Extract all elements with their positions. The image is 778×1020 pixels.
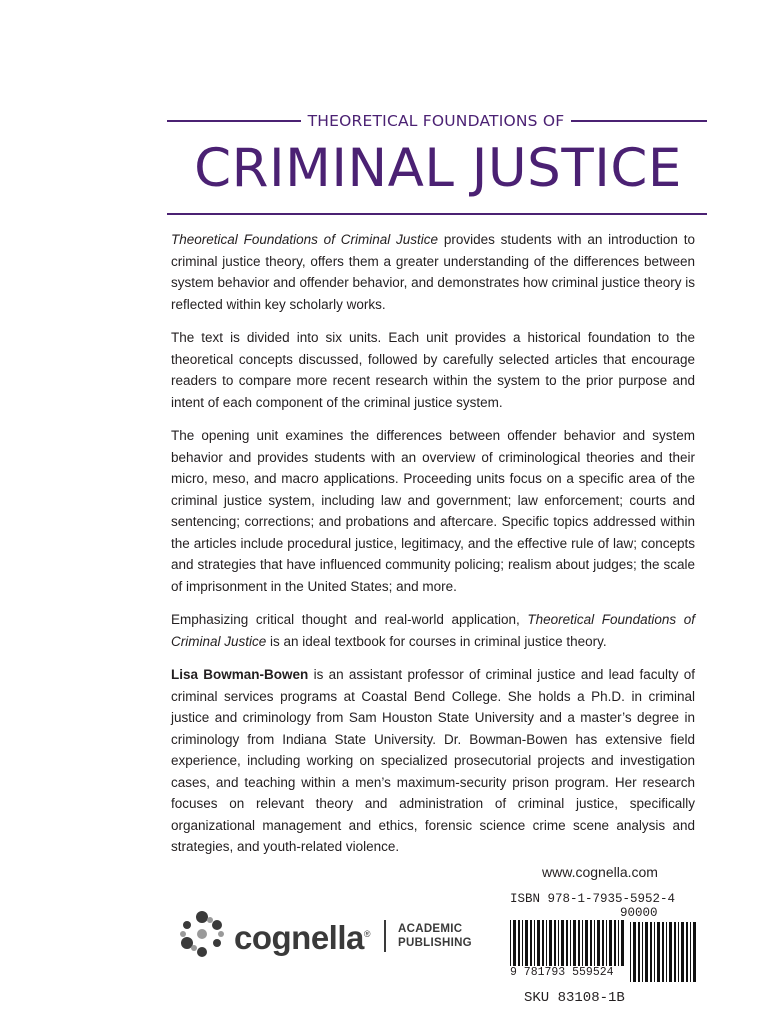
description-text: Emphasizing critical thought and real-world application, — [171, 612, 528, 627]
registered-mark: ® — [363, 929, 371, 939]
barcode-bar — [666, 922, 667, 982]
description-paragraph-1 — [171, 229, 695, 315]
barcode-digits: 9 781793 559524 — [510, 966, 624, 979]
description-text: provides students with an introduction to criminal justice theory, offers them a greater understanding of the differences between system behavior and offender behavior, and demonstrates how criminal justice theory is reflected within key scholarly works. — [171, 232, 695, 312]
book-title-italic: Theoretical Foundations of Criminal Justice — [171, 232, 439, 247]
barcode-bar — [669, 922, 672, 982]
publisher-logo-word — [234, 914, 370, 958]
description-text: is an ideal textbook for courses in criminal justice theory. — [266, 633, 607, 649]
barcode-bar — [662, 922, 664, 982]
barcode-bar — [650, 922, 652, 982]
author-name: Lisa Bowman-Bowen — [171, 667, 309, 682]
back-cover-text — [171, 229, 695, 870]
logo-divider — [384, 920, 386, 952]
price-code: 90000 — [620, 906, 658, 920]
barcode-bar — [690, 922, 691, 982]
barcode-bar — [686, 922, 688, 982]
barcode-bar — [657, 922, 660, 982]
imprint-line-1: ACADEMIC — [398, 923, 463, 935]
barcode-bar — [674, 922, 676, 982]
barcode-bar — [642, 922, 643, 982]
book-title-italic: Theoretical Foundations of Criminal Justice — [171, 612, 695, 649]
title-kicker: THEORETICAL FOUNDATIONS OF — [307, 112, 565, 130]
book-title: CRIMINAL JUSTICE — [194, 138, 682, 199]
description-paragraph-2: The text is divided into six units. Each unit provides a historical foundation to the theoretical concepts discussed, followed by carefully selected articles that encourage readers to compare more recent research within the system to the prior purpose and intent of each component of the criminal justice system. — [171, 330, 695, 410]
imprint-line-2: PUBLISHING — [398, 937, 472, 949]
barcode-block — [506, 892, 706, 1012]
header-rule-right — [571, 120, 707, 122]
barcode-bar — [638, 922, 640, 982]
author-bio: is an assistant professor of criminal justice and lead faculty of criminal services programs at Coastal Bend College. She holds a Ph.D. in criminal justice and criminology from Sam Houston State University and a master’s degree in criminology from Indiana State University. Dr. Bowman-Bowen has extensive field experience, including working on specialized prosecutorial projects and investigation cases, and teaching within a men’s maximum-security prison program. Her research focuses on relevant theory and administration of criminal justice, specifically organizational management and ethics, forensic science crime scene analysis and strategies, and youth-related violence. — [171, 667, 695, 854]
logo-wordmark: cognella — [234, 919, 364, 956]
barcode-bar — [693, 922, 696, 982]
publisher-website: www.cognella.com — [542, 864, 658, 880]
barcode-bar — [654, 922, 655, 982]
author-bio-paragraph — [171, 664, 695, 858]
sku-label: SKU 83108-1B — [524, 990, 625, 1006]
barcode-bar — [678, 922, 679, 982]
publisher-imprint — [398, 922, 472, 950]
description-paragraph-3: The opening unit examines the differences between offender behavior and system behavior and provides students with an overview of criminological theories and their micro, meso, and macro applications. Proceeding units focus on a specific area of the criminal justice system, including law and government; law enforcement; courts and sentencing; corrections; and probations and aftercare. Specific topics addressed within the articles include procedural justice, legitimacy, and the effective rule of law; concepts and strategies that have influenced community policing; realism about judges; the scale of imprisonment in the United States; and more. — [171, 428, 695, 594]
title-header — [167, 110, 707, 132]
cognella-logo-mark-icon — [176, 908, 228, 960]
header-rule-left — [167, 120, 301, 122]
description-paragraph-4 — [171, 609, 695, 652]
barcode-bar — [633, 922, 636, 982]
barcode-bar — [630, 922, 631, 982]
title-rule-bottom — [167, 213, 707, 215]
publisher-logo — [176, 908, 486, 968]
barcode-bar — [681, 922, 684, 982]
barcode-bar — [645, 922, 648, 982]
isbn-label: ISBN 978-1-7935-5952-4 — [510, 892, 676, 906]
barcode-addon-icon — [630, 922, 698, 982]
